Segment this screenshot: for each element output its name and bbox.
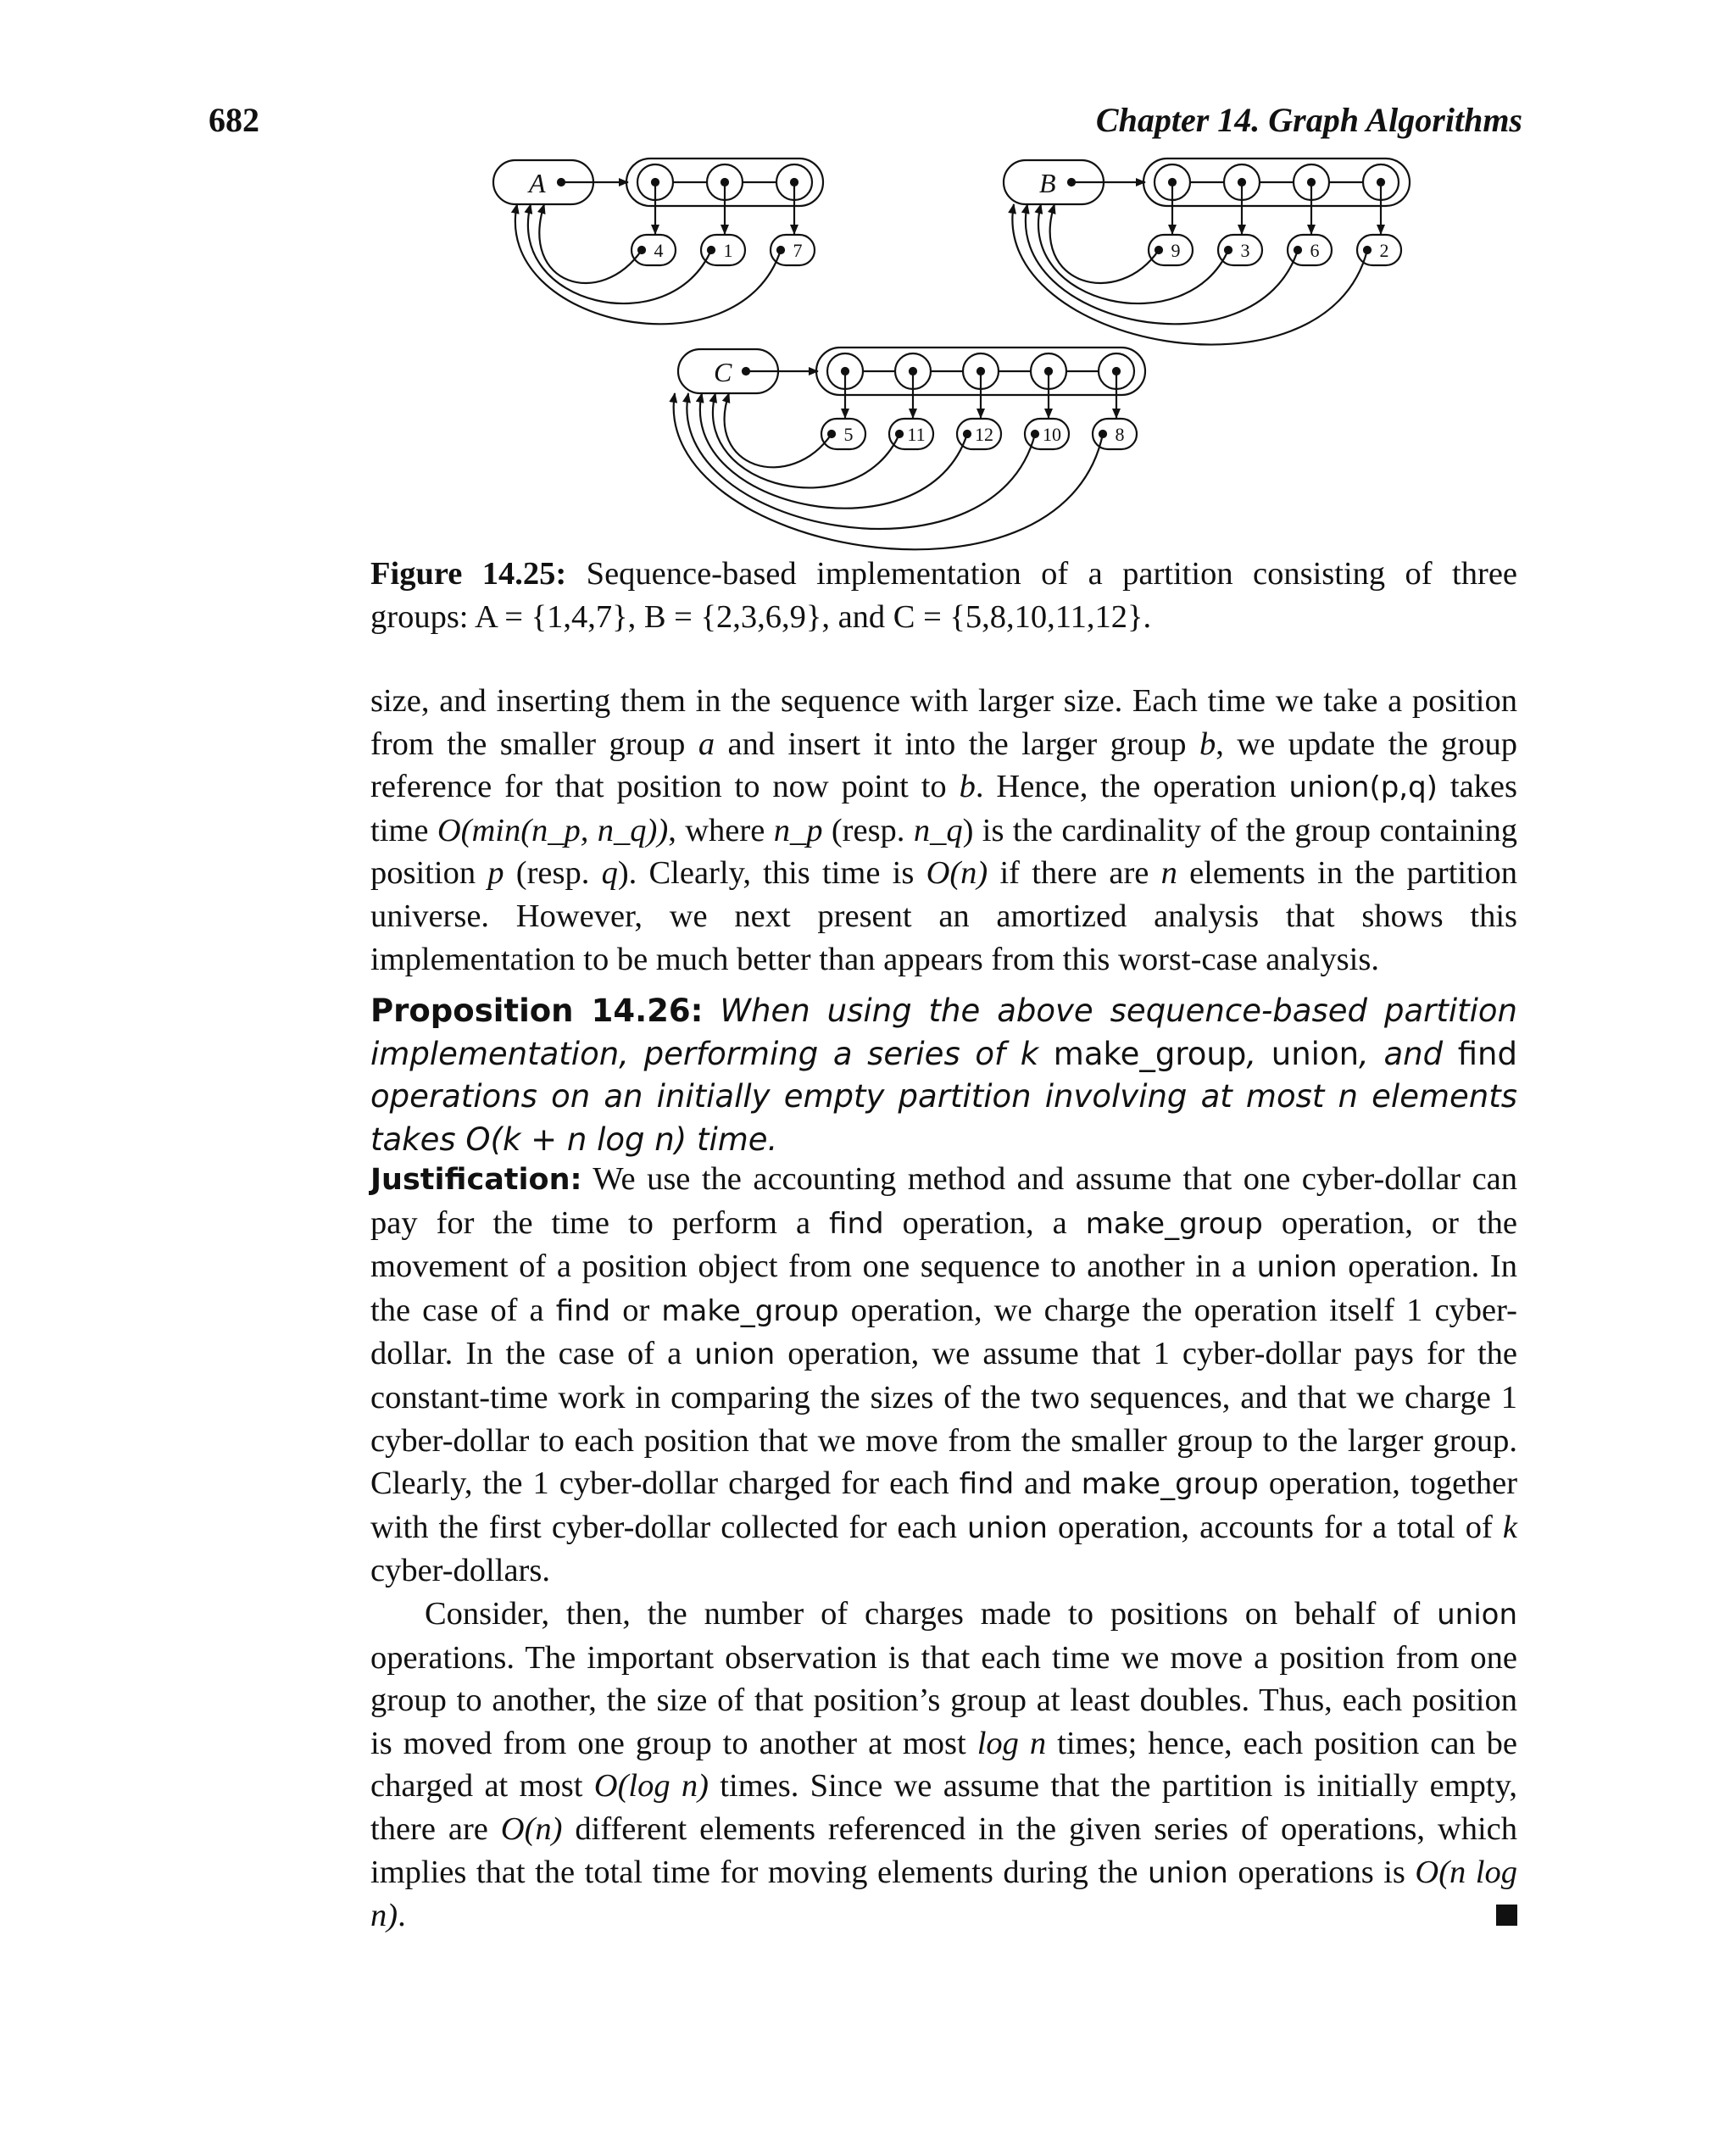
math: p	[487, 855, 504, 892]
group-name-label: C	[714, 357, 732, 387]
text: operation, accounts for a total of	[1047, 1509, 1503, 1545]
code-union: union	[1147, 1855, 1228, 1890]
math: b	[1199, 726, 1216, 762]
chapter-title: Chapter 14. Graph Algorithms	[1095, 101, 1522, 139]
group-reference-arrow	[725, 393, 832, 467]
element-label: 6	[1310, 240, 1320, 261]
partition-figure	[0, 0, 1736, 559]
justification	[370, 1158, 1517, 1938]
math: O(log n)	[593, 1768, 709, 1805]
math: O(n log n)	[370, 1854, 1517, 1934]
text: operation, or the movement of a position object from one sequence to another in a	[370, 1204, 1517, 1285]
text: (resp.	[504, 855, 602, 892]
group-name-label: B	[1039, 168, 1056, 198]
paragraph-3	[370, 1593, 1517, 1938]
text: takes time	[370, 769, 1517, 848]
math: a	[698, 726, 715, 762]
element-label: 2	[1379, 240, 1389, 261]
text: operation. In the case of a	[370, 1248, 1517, 1328]
math: log n	[976, 1725, 1047, 1761]
code-find: find	[829, 1206, 884, 1241]
proposition-label: Proposition 14.26:	[370, 993, 704, 1029]
text: times; hence, each position can be charged at most	[370, 1725, 1517, 1805]
code-union: union	[694, 1337, 776, 1372]
text: We use the accounting method and assume that one cyber-dollar can pay for the time to perform a	[370, 1161, 1517, 1241]
page-number: 682	[209, 101, 259, 139]
caption-text: Sequence-based implementation of a partition consisting of three groups: A = {1,4,7}, B = {2,3,6,9}, and C = {5,8,10,11,12}.	[370, 556, 1517, 635]
element-label: 9	[1171, 240, 1181, 261]
code-find: find	[959, 1467, 1015, 1502]
code-make-group: make_group	[1081, 1467, 1259, 1502]
code-make-group: make_group	[1085, 1206, 1263, 1241]
element-label: 5	[843, 424, 854, 445]
text: , we update the group reference for that position to now point to	[370, 726, 1517, 805]
element-label: 11	[907, 424, 926, 445]
text: (resp.	[822, 812, 914, 848]
text: ,	[1246, 1035, 1271, 1072]
text: if there are	[988, 855, 1161, 892]
math: q	[601, 855, 618, 892]
group-reference-arrow	[1026, 204, 1298, 324]
element-label: 3	[1240, 240, 1250, 261]
group-reference-arrow	[1050, 204, 1159, 283]
group-reference-arrow	[528, 204, 711, 303]
text: and insert it into the larger group	[715, 726, 1199, 762]
element-label: 10	[1043, 424, 1061, 445]
code-find: find	[1457, 1035, 1517, 1072]
text: .	[398, 1898, 406, 1934]
math: k	[1502, 1509, 1518, 1545]
text: size, and inserting them in the sequence with larger size. Each time we take a position from the smaller group	[370, 683, 1517, 762]
text: operation, we assume that 1 cyber-dollar pays for the constant-time work in comparing the sizes of the two sequences, and that we charge 1 cyber-dollar to each position that we move from the smaller group to the larger group. Clearly, the 1 cyber-dollar charged for each	[370, 1336, 1517, 1502]
code-make-group: make_group	[661, 1293, 839, 1328]
group-b	[1004, 158, 1410, 345]
math: n	[1160, 855, 1177, 892]
text: times. Since we assume that the partition is initially empty, there are	[370, 1768, 1517, 1847]
math: O(n)	[926, 855, 988, 892]
math: k	[1020, 1035, 1039, 1072]
element-label: 7	[793, 240, 803, 261]
code-union: union	[1256, 1250, 1338, 1285]
text: operations. The important observation is that each time we move a position from one group to another, the size of that position’s group at least doubles. Thus, each position is moved from one group to another at most	[370, 1639, 1517, 1761]
element-label: 12	[975, 424, 993, 445]
code-union: union(p,q)	[1288, 770, 1438, 805]
code-make-group: make_group	[1053, 1035, 1247, 1072]
text: operations on an initially empty partition involving at most	[370, 1078, 1338, 1115]
group-reference-arrow	[539, 204, 642, 283]
math: n	[1338, 1078, 1358, 1115]
text: operation, a	[883, 1204, 1086, 1241]
paragraph-1	[370, 680, 1517, 981]
code-find: find	[555, 1293, 611, 1328]
text: , where	[668, 812, 774, 848]
group-reference-arrow	[713, 393, 899, 487]
caption-label: Figure 14.25:	[370, 556, 567, 592]
math: n_q	[913, 812, 963, 848]
element-label: 1	[723, 240, 733, 261]
group-reference-arrow	[674, 393, 1103, 549]
code-union: union	[967, 1510, 1048, 1545]
group-c	[674, 348, 1145, 549]
qed-square-icon	[1496, 1905, 1517, 1926]
text: Consider, then, the number of charges made to positions on behalf of	[425, 1595, 1438, 1632]
text: ) is the cardinality of the group containing position	[370, 812, 1517, 892]
text: operation, we charge the operation itself 1 cyber-dollar. In the case of a	[370, 1292, 1517, 1372]
code-union: union	[1271, 1035, 1360, 1072]
group-reference-arrow	[1038, 204, 1228, 303]
group-reference-arrow	[515, 204, 781, 324]
math: O(k + n log n)	[465, 1121, 687, 1158]
text: operations is	[1227, 1854, 1416, 1890]
text: . Hence, the operation	[975, 769, 1289, 805]
text: , and	[1359, 1035, 1458, 1072]
text: or	[610, 1292, 662, 1328]
code-union: union	[1437, 1597, 1517, 1632]
text: different elements referenced in the given series of operations, which implies that the total time for moving elements during the	[370, 1810, 1517, 1890]
text: time.	[687, 1121, 778, 1158]
text: operation, together with the first cyber-dollar collected for each	[370, 1465, 1518, 1545]
group-name-label: A	[529, 168, 546, 198]
group-a	[493, 158, 823, 324]
element-label: 8	[1115, 424, 1125, 445]
text: elements in the partition universe. However, we next present an amortized analysis that shows this implementation to be much better than appears from this worst-case analysis.	[370, 855, 1518, 977]
math: O(n)	[500, 1810, 563, 1847]
text: ). Clearly, this time is	[617, 855, 926, 892]
math: b	[959, 769, 976, 805]
math: O(min(n_p, n_q))	[437, 812, 669, 848]
text: elements takes	[370, 1078, 1517, 1158]
text: cyber-dollars.	[370, 1553, 550, 1589]
proposition	[370, 990, 1517, 1161]
figure-caption	[370, 553, 1517, 639]
text: When using the above sequence-based partition implementation, performing a series of	[370, 993, 1517, 1072]
text: and	[1014, 1465, 1082, 1502]
element-label: 4	[654, 240, 664, 261]
math: n_p	[773, 812, 823, 848]
justification-label: Justification:	[370, 1163, 582, 1197]
